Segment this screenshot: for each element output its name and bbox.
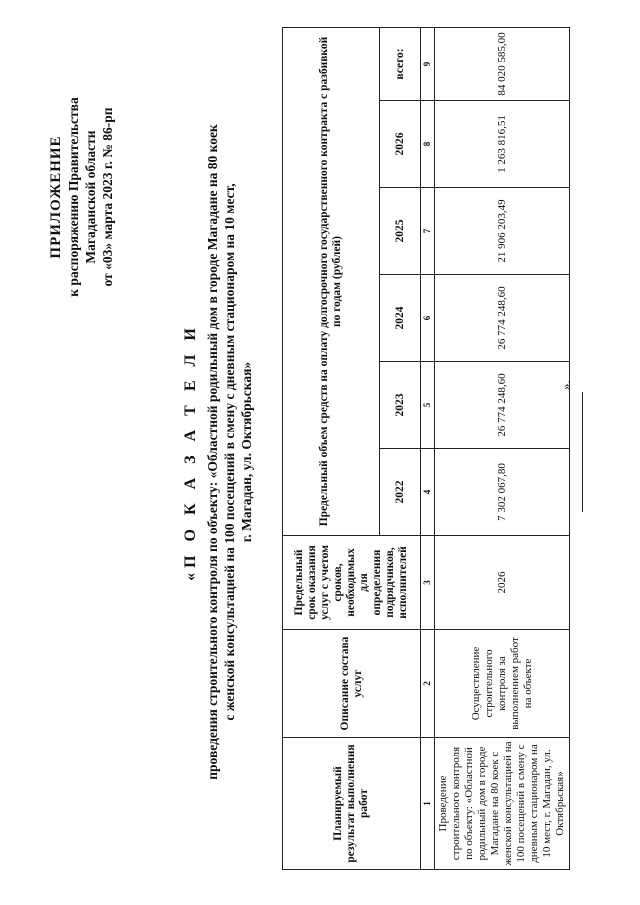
document-page [20,12,620,892]
col-number-8: 8 [421,101,435,188]
subject-line-3: г. Магадан, ул. Октябрьская» [239,361,254,543]
subject-line-2: с женской консультацией на 100 посещений в смену с дневным стационаром на 10 мест, [222,183,237,721]
header-services-description: Описание состава услуг [283,630,421,738]
col-number-2: 2 [421,630,435,738]
subject-line-1: проведения строительного контроля по объекту: «Областной родильный дом в городе Магадане на 80 коек [205,124,220,780]
col-number-3: 3 [421,536,435,630]
header-year-2022: 2022 [380,449,421,536]
document-subject [204,12,255,892]
col-number-4: 4 [421,449,435,536]
cell-value-2023: 26 774 248,60 [435,362,570,449]
cell-value-2024: 26 774 248,60 [435,275,570,362]
col-number-6: 6 [421,275,435,362]
header-funding-group: Предельный объем средств на оплату долгосрочного государственного контракта с разбивкой по годам (рублей) [283,27,380,535]
header-year-2026: 2026 [380,101,421,188]
cell-value-2022: 7 302 067,80 [435,449,570,536]
header-year-2024: 2024 [380,275,421,362]
col-number-1: 1 [421,738,435,870]
closing-underline [568,392,583,512]
header-year-2023: 2023 [380,362,421,449]
header-deadline: Предельный срок оказания услуг с учетом сроков, необходимых для определения подрядчиков, исполнителей [283,536,421,630]
col-number-9: 9 [421,27,435,100]
col-number-5: 5 [421,362,435,449]
appendix-line-2: Магаданской области [83,130,98,264]
header-planned-result: Планируемый результат выполнения работ [283,738,421,870]
appendix-line-3: от «03» марта 2023 г. № 86-рп [100,107,115,287]
cell-value-2025: 21 906 203,49 [435,188,570,275]
cell-deadline: 2026 [435,536,570,630]
cell-value-2026: 1 263 816,51 [435,101,570,188]
header-total: всего: [380,27,421,100]
table-row [435,27,570,869]
cell-services-description: Осуществление строительного контроля за выполнением работ на объекте [435,630,570,738]
header-year-2025: 2025 [380,188,421,275]
appendix-title: ПРИЛОЖЕНИЕ [48,135,64,259]
col-number-7: 7 [421,188,435,275]
closing-quote: ». [558,380,573,390]
cell-planned-result: Проведение строительного контроля по объекту: «Областной родильный дом в городе Магадане на 80 коек с женской консультацией на 100 посещений в смену с дневным стационаром на 10 мест, г. Магадан, ул. Октябрьская» [435,738,570,870]
appendix-block [48,37,116,357]
cell-value-total: 84 020 585,00 [435,27,570,100]
document-title: «П О К А З А Т Е Л И [182,323,199,581]
appendix-line-1: к распоряжению Правительства [66,97,81,297]
indicators-table [282,27,570,870]
